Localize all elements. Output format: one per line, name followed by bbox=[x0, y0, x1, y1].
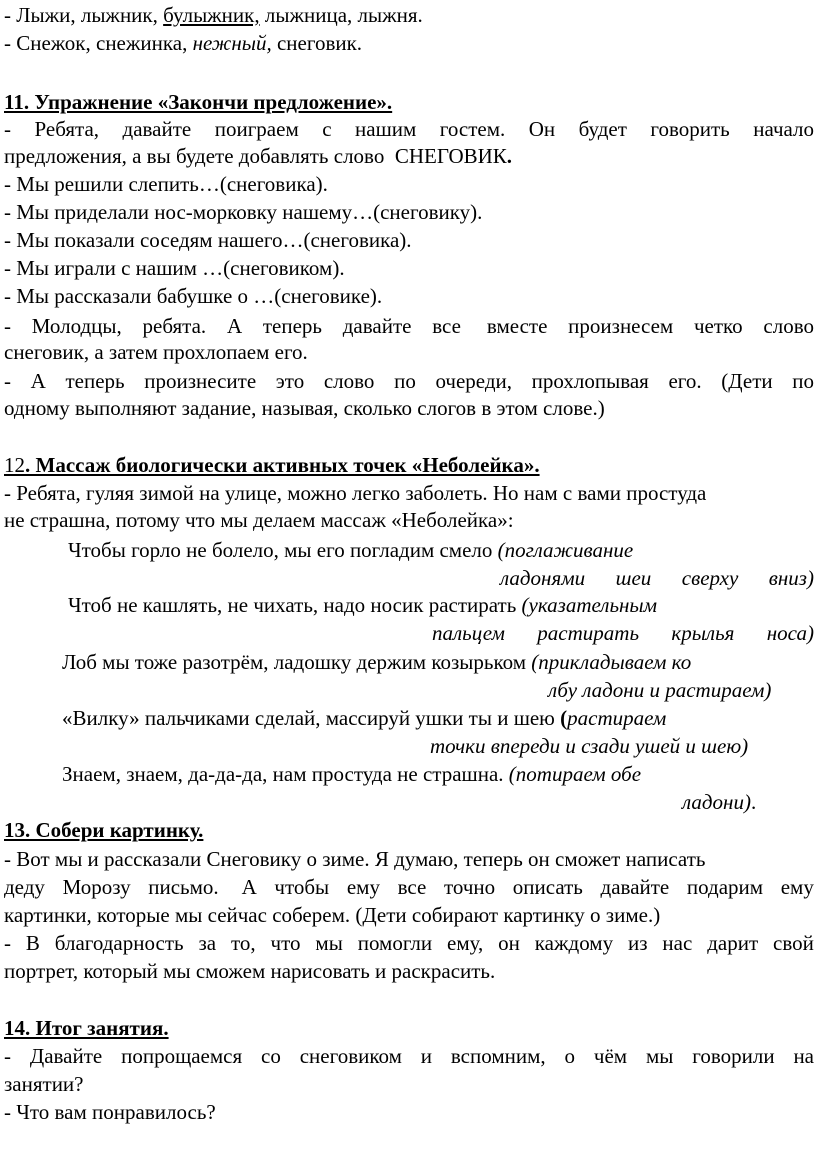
s12-intro-line2: не страшна, потому что мы делаем массаж «Неболейка»: bbox=[4, 508, 514, 532]
s11-intro-line2: предложения, а вы будете добавлять слово СНЕГОВИК. bbox=[4, 144, 513, 168]
massage-verse-1: Чтобы горло не болело, мы его погладим смело (поглаживание bbox=[68, 538, 634, 562]
s13-line3: картинки, которые мы сейчас соберем. (Дети собирают картинку о зиме.) bbox=[4, 903, 661, 927]
s14-line2: занятии? bbox=[4, 1072, 84, 1096]
s11-teper-line2: одному выполняют задание, называя, сколько слогов в этом слове.) bbox=[4, 396, 605, 420]
massage-verse-2-note: пальцем растирать крылья носа) bbox=[432, 621, 814, 645]
massage-verse-4: «Вилку» пальчиками сделай, массируй ушки ты и шею (растираем bbox=[62, 706, 667, 730]
heading-12: 12. Массаж биологически активных точек «Неболейка». bbox=[4, 453, 540, 477]
s11-item: - Мы рассказали бабушке о …(снеговике). bbox=[4, 284, 383, 308]
s14-line1: - Давайте попрощаемся со снеговиком и вспомним, о чём мы говорили на bbox=[4, 1044, 814, 1068]
s11-item: - Мы играли с нашим …(снеговиком). bbox=[4, 256, 345, 280]
heading-14: 14. Итог занятия. bbox=[4, 1016, 169, 1040]
massage-verse-5: Знаем, знаем, да-да-да, нам простуда не страшна. (потираем обе bbox=[62, 762, 642, 786]
s14-line3: - Что вам понравилось? bbox=[4, 1100, 216, 1124]
s11-item: - Мы показали соседям нашего…(снеговика). bbox=[4, 228, 412, 252]
heading-13: 13. Собери картинку. bbox=[4, 818, 204, 842]
massage-verse-1-note: ладонями шеи сверху вниз) bbox=[500, 566, 814, 590]
s13-line1: - Вот мы и рассказали Снеговику о зиме. Я думаю, теперь он сможет написать bbox=[4, 847, 706, 871]
line-lyzhi: - Лыжи, лыжник, булыжник, лыжница, лыжня. bbox=[4, 3, 423, 27]
s11-item: - Мы решили слепить…(снеговика). bbox=[4, 172, 328, 196]
massage-verse-4-note: точки впереди и сзади ушей и шею) bbox=[430, 734, 749, 758]
massage-verse-2: Чтоб не кашлять, не чихать, надо носик растирать (указательным bbox=[68, 593, 658, 617]
massage-verse-3-note: лбу ладони и растираем) bbox=[548, 678, 772, 702]
s13-line5: портрет, который мы сможем нарисовать и раскрасить. bbox=[4, 959, 496, 983]
massage-verse-3: Лоб мы тоже разотрём, ладошку держим козырьком (прикладываем ко bbox=[62, 650, 692, 674]
s11-teper-line1: - А теперь произнесите это слово по очереди, прохлопывая его. (Дети по bbox=[4, 369, 814, 393]
s11-intro-line1: - Ребята, давайте поиграем с нашим гостем. Он будет говорить начало bbox=[4, 117, 814, 141]
s11-molodtsy-line2: снеговик, а затем прохлопаем его. bbox=[4, 340, 308, 364]
s13-line4: - В благодарность за то, что мы помогли ему, он каждому из нас дарит свой bbox=[4, 931, 814, 955]
heading-11: 11. Упражнение «Закончи предложение». bbox=[4, 90, 393, 114]
s13-line2: деду Морозу письмо. А чтобы ему все точно описать давайте подарим ему bbox=[4, 875, 814, 899]
line-snezhok: - Снежок, снежинка, нежный, снеговик. bbox=[4, 31, 363, 55]
massage-verse-5-note: ладони). bbox=[682, 790, 757, 814]
s11-item: - Мы приделали нос-морковку нашему…(снеговику). bbox=[4, 200, 483, 224]
s11-molodtsy-line1: - Молодцы, ребята. А теперь давайте все вместе произнесем четко слово bbox=[4, 314, 814, 338]
s12-intro-line1: - Ребята, гуляя зимой на улице, можно легко заболеть. Но нам с вами простуда bbox=[4, 481, 707, 505]
